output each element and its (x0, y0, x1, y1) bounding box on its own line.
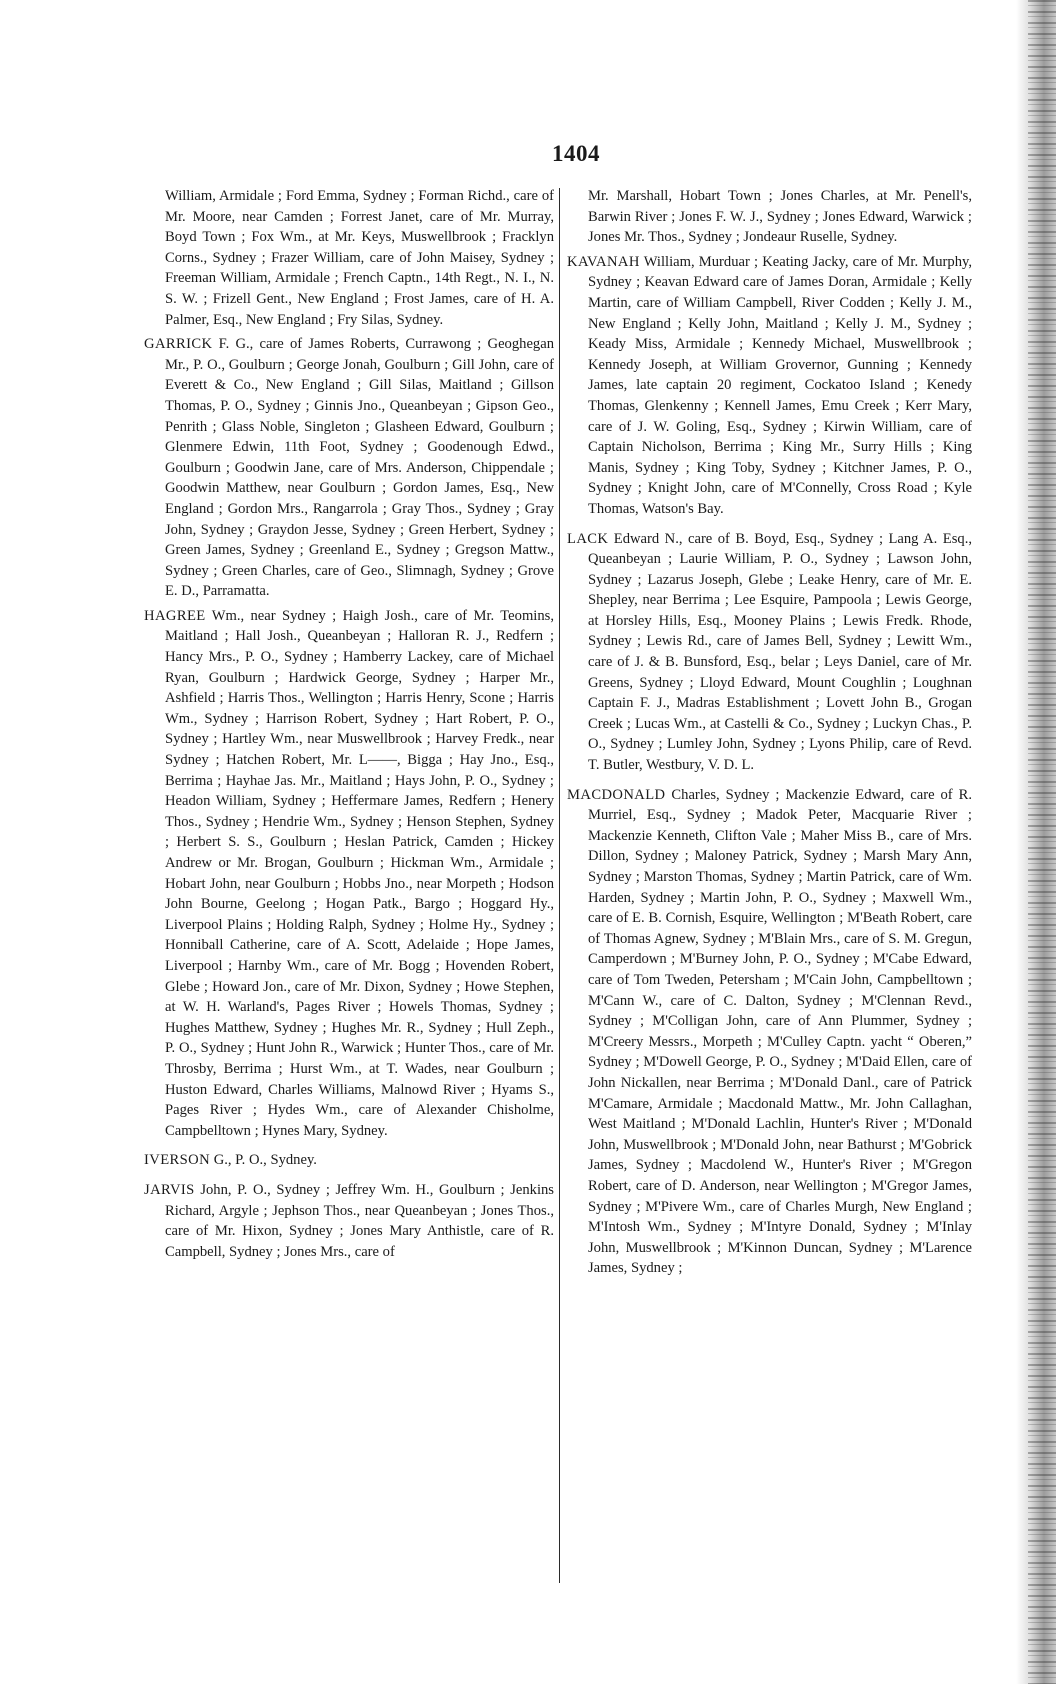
page-edge-texture (1028, 0, 1056, 1684)
directory-entry (144, 1180, 554, 1262)
entry-text: William, Murduar ; Keating Jacky, care of Mr. Murphy, Sydney ; Keavan Edward care of James Doran, Armidale ; Kelly Martin, care of William Campbell, River Codden ; Kelly J. M., New England ; Kelly John, Maitland ; Kelly J. M., Sydney ; Keady Miss, Armidale ; Kennedy Michael, Muswellbrook ; Kennedy Joseph, at William Grovernor, Gunning ; Kennedy James, late captain 20 regiment, Cockatoo Island ; Kenedy Thomas, Glenkenny ; Kennell James, Emu Creek ; Kerr Mary, care of J. W. Goling, Esq., Sydney ; Kirwin William, care of Captain Nicholson, Berrima ; King Mr., Surry Hills ; King Manis, Sydney ; King Toby, Sydney ; Kitchner James, P. O., Sydney ; Knight John, care of M'Connelly, Cross Road ; Kyle Thomas, Watson's Bay. (588, 253, 972, 517)
entry-surname: HAGREE (144, 607, 206, 624)
page-number: 1404 (552, 141, 600, 166)
right-column (567, 186, 972, 1283)
directory-entry (144, 334, 554, 602)
directory-entry (144, 186, 554, 330)
entry-text: F. G., care of James Roberts, Currawong ; Geoghegan Mr., P. O., Goulburn ; George Jonah, Goulburn ; Gill John, care of Everett & Co., New England ; Gill Silas, Maitland ; Gillson Thomas, P. O., Sydney ; Ginnis Jno., Queanbeyan ; Gipson Geo., Penrith ; Glass Noble, Singleton ; Glasheen Edward, Goulburn ; Glenmere Edwin, 11th Foot, Sydney ; Goodenough Edwd., Goulburn ; Goodwin Jane, care of Mrs. Anderson, Chippendale ; Goodwin Matthew, near Goulburn ; Gordon James, Esq., New England ; Gordon Mrs., Rangarrola ; Gray Thos., Sydney ; Gray John, Sydney ; Graydon Jesse, Sydney ; Green Herbert, Sydney ; Green James, Sydney ; Greenland E., Sydney ; Gregson Mattw., Sydney ; Green Charles, care of Geo., Slimnagh, Sydney ; Grove E. D., Parramatta. (165, 336, 554, 600)
column-divider (559, 188, 560, 1583)
entry-surname: JARVIS (144, 1181, 195, 1198)
entry-text: John, P. O., Sydney ; Jeffrey Wm. H., Goulburn ; Jenkins Richard, Argyle ; Jephson Thos., near Queanbeyan ; Jones Thos., care of Mr. Hixon, Sydney ; Jones Mary Anthistle, care of R. Campbell, Sydney ; Jones Mrs., care of (165, 1181, 554, 1260)
entry-surname: LACK (567, 530, 609, 547)
entry-surname: IVERSON (144, 1152, 211, 1169)
directory-entry (144, 1150, 554, 1171)
entry-surname: KAVANAH (567, 253, 640, 270)
directory-entry (144, 606, 554, 1141)
directory-entry (567, 529, 972, 776)
entry-surname: MACDONALD (567, 786, 666, 803)
left-column (144, 186, 554, 1266)
directory-entry (567, 785, 972, 1279)
entry-text: Edward N., care of B. Boyd, Esq., Sydney ; Lang A. Esq., Queanbeyan ; Laurie William, P. O., Sydney ; Lawson John, Sydney ; Lazarus Joseph, Glebe ; Leake Henry, care of Mr. E. Shepley, near Berrima ; Lee Esquire, Pampoola ; Lewis George, at Horsley Hills, Esq., Mooney Plains ; Lewis Fredk. Rhode, Sydney ; Lewis Rd., care of James Bell, Sydney ; Lewitt Wm., care of J. & B. Bunsford, Esq., belar ; Leys Daniel, care of Mr. Greens, Sydney ; Lloyd Edward, Mount Coughlin ; Loughnan Captain F. J., Madras Establishment ; Lovett John B., Grogan Creek ; Lucas Wm., at Castelli & Co., Sydney ; Luckyn Chas., P. O., Sydney ; Lumley John, Sydney ; Lyons Philip, care of Revd. T. Butler, Westbury, V. D. L. (588, 530, 972, 774)
entry-surname: GARRICK (144, 336, 213, 353)
entry-text: William, Armidale ; Ford Emma, Sydney ; Forman Richd., care of Mr. Moore, near Camden ; Forrest Janet, care of Mr. Murray, Boyd Town ; Fox Wm., at Mr. Keys, Muswellbrook ; Fracklyn Corns., Sydney ; Frazer William, care of John Maisey, Sydney ; Freeman William, Armidale ; French Captn., 14th Regt., N. I., N. S. W. ; Frizell Gent., New England ; Frost James, care of H. A. Palmer, Esq., New England ; Fry Silas, Sydney. (165, 188, 554, 328)
entry-text: Charles, Sydney ; Mackenzie Edward, care of R. Murriel, Esq., Sydney ; Madok Peter, Macquarie River ; Mackenzie Kenneth, Clifton Vale ; Maher Miss B., care of Mrs. Dillon, Sydney ; Maloney Patrick, Sydney ; Marsh Mary Ann, Sydney ; Marston Thomas, Sydney ; Martin Patrick, care of Wm. Harden, Sydney ; Martin John, P. O., Sydney ; Maxwell Wm., care of E. B. Cornish, Esquire, Wellington ; M'Beath Robert, care of Thomas Agnew, Sydney ; M'Blain Mrs., care of S. M. Gregun, Camperdown ; M'Burney John, P. O., Sydney ; M'Cabe Edward, care of Tom Tweden, Petersham ; M'Cain John, Campbelltown ; M'Cann W., care of C. Dalton, Sydney ; M'Clennan Revd., Sydney ; M'Colligan John, care of Ann Plummer, Sydney ; M'Creery Messrs., Morpeth ; M'Culley Captn. yacht “ Oberen,” Sydney ; M'Dowell George, P. O., Sydney ; M'Daid Ellen, care of John Nickallen, near Berrima ; M'Donald Danl., care of Patrick M'Camare, Armidale ; Macdonald Mattw., Mr. John Callaghan, West Maitland ; M'Donald Lachlin, Hunter's River ; M'Donald John, Muswellbrook ; M'Donald John, near Bathurst ; M'Gobrick James, Sydney ; Macdolend W., Hunter's River ; M'Gregon Robert, care of D. Anderson, near Wellington ; M'Gregor James, Sydney ; M'Pivere Wm., care of Charles Murgh, New England ; M'Intosh Wm., Sydney ; M'Intyre Donald, Sydney ; M'Inlay John, Muswellbrook ; M'Kinnon Duncan, Sydney ; M'Larence James, Sydney ; (588, 786, 972, 1277)
directory-entry (567, 186, 972, 248)
directory-entry (567, 252, 972, 520)
entry-text: Wm., near Sydney ; Haigh Josh., care of Mr. Teomins, Maitland ; Hall Josh., Queanbeyan ; Halloran R. J., Redfern ; Hancy Mrs., P. O., Sydney ; Hamberry Lackey, care of Michael Ryan, Goulburn ; Hardwick George, Sydney ; Harper Mr., Ashfield ; Harris Thos., Wellington ; Harris Henry, Scone ; Harris Wm., Sydney ; Harrison Robert, Sydney ; Hart Robert, P. O., Sydney ; Hartley Wm., near Muswellbrook ; Harvey Fredk., near Sydney ; Hatchen Robert, Mr. L——, Bigga ; Hay Jno., Esq., Berrima ; Hayhae Jas. Mr., Maitland ; Hays John, P. O., Sydney ; Headon William, Sydney ; Heffermare James, Redfern ; Henery Thos., Sydney ; Hendrie Wm., Sydney ; Henson Stephen, Sydney ; Herbert S. S., Goulburn ; Heslan Patrick, Camden ; Hickey Andrew or Mr. Brogan, Goulburn ; Hickman Wm., Armidale ; Hobart John, near Goulburn ; Hobbs Jno., near Morpeth ; Hodson John Bourne, Geelong ; Hogan Patk., Bargo ; Hoggard Hy., Liverpool Plains ; Holding Ralph, Sydney ; Holme Hy., Sydney ; Honniball Catherine, care of A. Scott, Adelaide ; Hope James, Liverpool ; Harnby Wm., care of Mr. Bogg ; Hovenden Robert, Glebe ; Howard Jon., care of Mr. Dixon, Sydney ; Howe Stephen, at W. H. Warland's, Pages River ; Howels Thomas, Sydney ; Hughes Matthew, Sydney ; Hughes Mr. R., Sydney ; Hull Zeph., P. O., Sydney ; Hunt John R., Warwick ; Hunter Thos., care of Mr. Throsby, Berrima ; Hurst Wm., at T. Wades, near Goulburn ; Huston Edward, Charles Williams, Malnowd River ; Hyams S., Pages River ; Hydes Wm., care of Alexander Chisholme, Campbelltown ; Hynes Mary, Sydney. (165, 607, 554, 1139)
entry-text: Mr. Marshall, Hobart Town ; Jones Charles, at Mr. Penell's, Barwin River ; Jones F. W. J., Sydney ; Jones Edward, Warwick ; Jones Mr. Thos., Sydney ; Jondeaur Ruselle, Sydney. (588, 188, 972, 246)
entry-text: G., P. O., Sydney. (210, 1152, 317, 1169)
